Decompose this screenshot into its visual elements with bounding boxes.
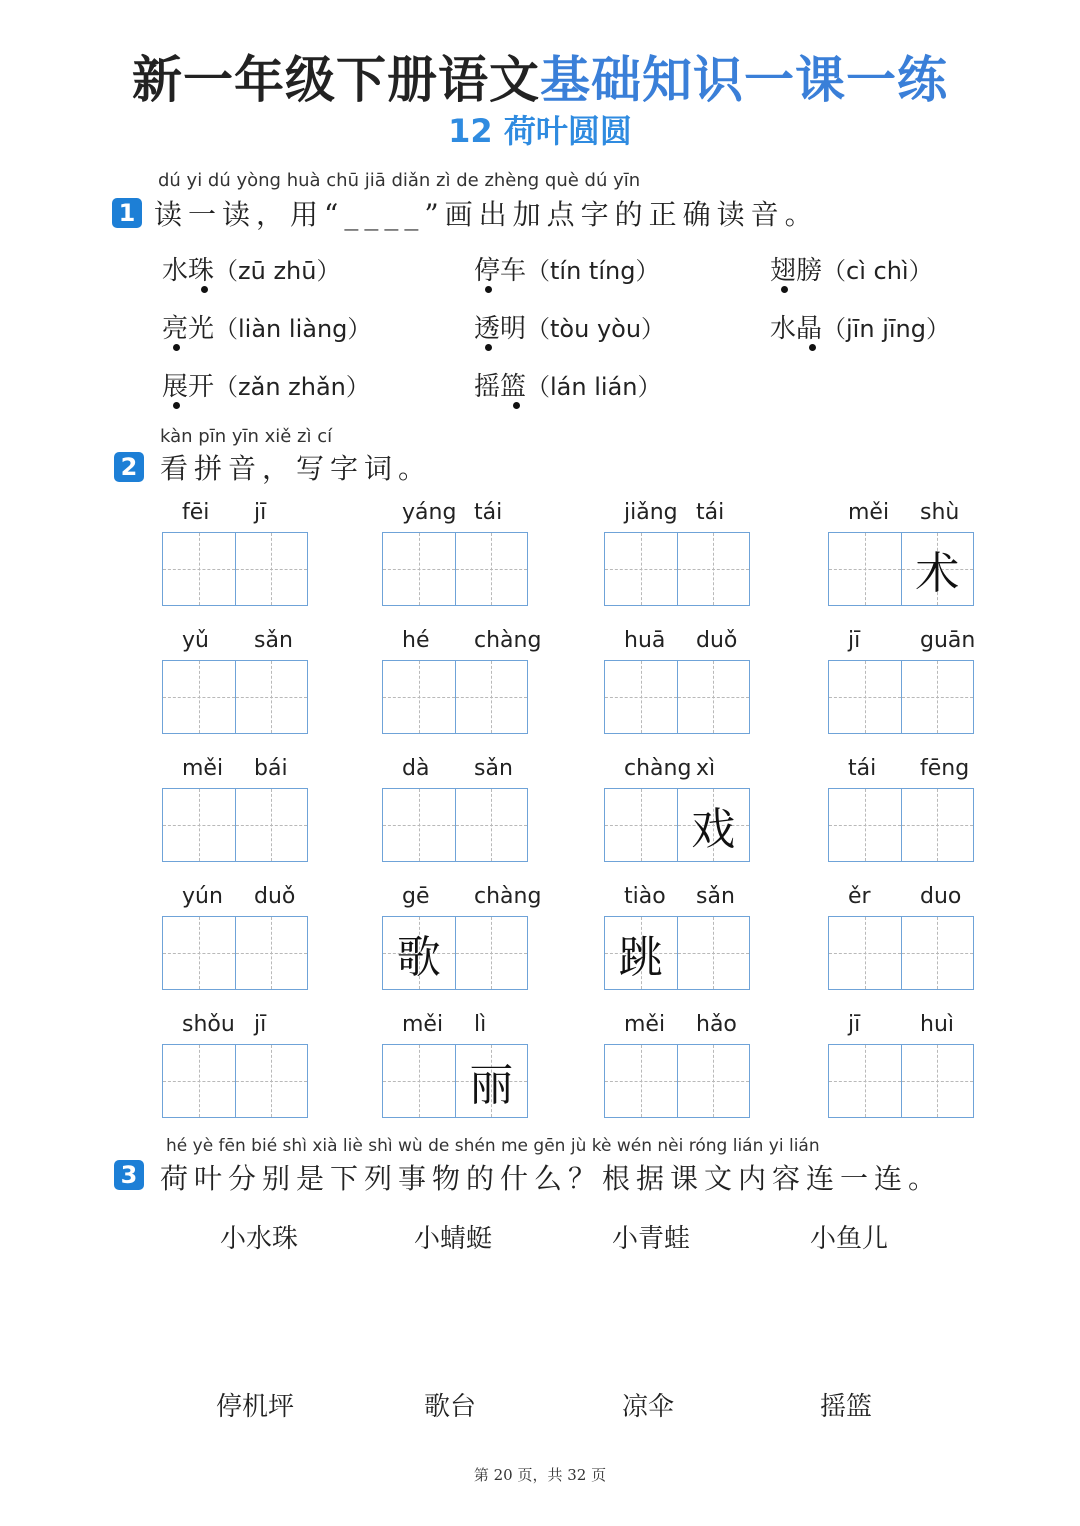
cell-character <box>456 661 528 733</box>
word-pinyin-1: yún <box>182 884 223 909</box>
writing-grid[interactable] <box>828 532 974 606</box>
writing-cell[interactable] <box>829 917 902 989</box>
writing-cell[interactable] <box>163 789 236 861</box>
word-pinyin-2: chàng <box>474 628 542 653</box>
cell-character <box>902 917 974 989</box>
reading-item <box>162 308 371 345</box>
cell-character <box>605 1045 677 1117</box>
match-top-item[interactable]: 小青蛙 <box>612 1224 691 1254</box>
emphasis-dot <box>513 402 520 409</box>
reading-options[interactable]: （zǎn zhǎn） <box>214 373 370 401</box>
word-pinyin-2: lì <box>474 1012 487 1037</box>
writing-cell[interactable] <box>902 1045 974 1117</box>
word-pinyin-2: huì <box>920 1012 954 1037</box>
cell-character: 丽 <box>469 1060 514 1111</box>
cell-character <box>163 917 235 989</box>
match-bottom-item[interactable]: 摇篮 <box>820 1392 873 1422</box>
cell-character <box>383 533 455 605</box>
writing-cell[interactable] <box>902 789 974 861</box>
word-pinyin-1: gē <box>402 884 430 909</box>
section1-number: 1 <box>112 198 142 228</box>
cell-character <box>163 661 235 733</box>
word-pinyin-2: fēng <box>920 756 970 781</box>
word-pinyin-1: hé <box>402 628 430 653</box>
writing-cell[interactable] <box>456 789 528 861</box>
reading-options[interactable]: （cì chì） <box>822 257 933 285</box>
section2-heading: 看拼音，写字词。 <box>160 452 433 485</box>
cell-character <box>456 533 528 605</box>
emphasis-dot <box>173 344 180 351</box>
writing-cell[interactable] <box>829 533 902 605</box>
emphasis-dot <box>809 344 816 351</box>
reading-word: 停车 <box>474 256 527 286</box>
reading-word: 摇篮 <box>474 372 527 402</box>
match-bottom-item[interactable]: 凉伞 <box>622 1392 675 1422</box>
reading-options[interactable]: （tòu yòu） <box>526 315 666 343</box>
word-pinyin-2: duǒ <box>696 628 738 653</box>
writing-cell[interactable] <box>163 1045 236 1117</box>
cell-character <box>829 917 901 989</box>
word-pinyin-1: shǒu <box>182 1012 235 1037</box>
cell-character <box>236 789 308 861</box>
writing-grid[interactable] <box>604 532 750 606</box>
reading-item <box>770 250 933 287</box>
word-pinyin-2: sǎn <box>254 628 293 653</box>
writing-cell[interactable] <box>236 661 308 733</box>
cell-character <box>605 789 677 861</box>
word-pinyin-2: duo <box>920 884 962 909</box>
cell-character <box>383 1045 455 1117</box>
cell-character <box>383 789 455 861</box>
reading-item <box>474 250 659 287</box>
cell-character <box>456 789 528 861</box>
reading-item <box>474 308 665 345</box>
emphasis-dot <box>173 402 180 409</box>
word-pinyin-2: sǎn <box>474 756 513 781</box>
word-pinyin-2: bái <box>254 756 288 781</box>
writing-cell[interactable] <box>605 533 678 605</box>
cell-character <box>829 533 901 605</box>
word-pinyin-1: jī <box>848 1012 861 1037</box>
writing-cell[interactable] <box>678 661 750 733</box>
reading-word: 展开 <box>162 372 215 402</box>
cell-character <box>902 661 974 733</box>
match-top-item[interactable]: 小鱼儿 <box>810 1224 889 1254</box>
word-pinyin-1: huā <box>624 628 666 653</box>
reading-word: 翅膀 <box>770 256 823 286</box>
reading-word: 水珠 <box>162 256 215 286</box>
word-pinyin-2: hǎo <box>696 1012 737 1037</box>
reading-item <box>162 366 370 403</box>
section2-number: 2 <box>114 452 144 482</box>
word-pinyin-1: yǔ <box>182 628 209 653</box>
writing-grid[interactable] <box>382 788 528 862</box>
cell-character <box>678 533 750 605</box>
word-pinyin-1: yáng <box>402 500 457 525</box>
writing-grid[interactable] <box>828 788 974 862</box>
writing-grid[interactable] <box>162 660 308 734</box>
emphasis-dot <box>485 344 492 351</box>
writing-cell[interactable] <box>163 917 236 989</box>
writing-cell[interactable] <box>605 661 678 733</box>
reading-options[interactable]: （liàn liàng） <box>214 315 372 343</box>
writing-grid[interactable] <box>382 916 528 990</box>
writing-grid[interactable] <box>604 916 750 990</box>
emphasis-dot <box>201 286 208 293</box>
writing-cell[interactable] <box>678 1045 750 1117</box>
writing-grid[interactable] <box>162 916 308 990</box>
writing-grid[interactable] <box>828 1044 974 1118</box>
cell-character <box>829 661 901 733</box>
writing-cell[interactable] <box>829 789 902 861</box>
reading-item <box>162 250 340 287</box>
word-pinyin-1: chàng <box>624 756 692 781</box>
emphasis-dot <box>781 286 788 293</box>
word-pinyin-2: tái <box>696 500 725 525</box>
word-pinyin-2: jī <box>254 500 267 525</box>
writing-cell[interactable] <box>383 533 456 605</box>
section3-pinyin: hé yè fēn bié shì xià liè shì wù de shén me gēn jù kè wén nèi róng lián yi lián <box>166 1136 820 1156</box>
word-pinyin-2: guān <box>920 628 976 653</box>
reading-item <box>770 308 950 345</box>
cell-character <box>163 533 235 605</box>
cell-character <box>236 917 308 989</box>
section3-number: 3 <box>114 1160 144 1190</box>
writing-grid[interactable] <box>828 660 974 734</box>
emphasis-dot <box>485 286 492 293</box>
word-pinyin-1: jī <box>848 628 861 653</box>
match-top-item[interactable]: 小蜻蜓 <box>414 1224 493 1254</box>
writing-cell[interactable] <box>456 917 528 989</box>
match-bottom-item[interactable]: 歌台 <box>424 1392 477 1422</box>
writing-grid[interactable] <box>604 1044 750 1118</box>
cell-character <box>383 661 455 733</box>
writing-cell[interactable] <box>163 533 236 605</box>
cell-character <box>902 1045 974 1117</box>
writing-cell[interactable] <box>456 533 528 605</box>
word-pinyin-2: jī <box>254 1012 267 1037</box>
section1-pinyin: dú yi dú yòng huà chū jiā diǎn zì de zhèng què dú yīn <box>158 170 641 191</box>
writing-cell[interactable] <box>236 533 308 605</box>
reading-item <box>474 366 661 403</box>
word-pinyin-1: dà <box>402 756 430 781</box>
writing-cell[interactable] <box>902 917 974 989</box>
writing-grid[interactable] <box>382 660 528 734</box>
cell-character <box>902 789 974 861</box>
writing-cell[interactable] <box>605 789 678 861</box>
word-pinyin-2: duǒ <box>254 884 296 909</box>
cell-character <box>236 661 308 733</box>
word-pinyin-1: fēi <box>182 500 210 525</box>
cell-character: 跳 <box>618 932 663 983</box>
writing-cell[interactable] <box>383 1045 456 1117</box>
writing-cell[interactable] <box>902 661 974 733</box>
cell-character <box>163 789 235 861</box>
writing-cell[interactable] <box>383 917 456 989</box>
writing-cell[interactable] <box>829 1045 902 1117</box>
word-pinyin-2: xì <box>696 756 716 781</box>
page-number: 第 20 页，共 32 页 <box>473 1466 607 1484</box>
cell-character <box>678 917 750 989</box>
writing-grid[interactable] <box>828 916 974 990</box>
cell-character <box>236 533 308 605</box>
section2-pinyin: kàn pīn yīn xiě zì cí <box>160 426 333 447</box>
writing-cell[interactable] <box>902 533 974 605</box>
cell-character: 戏 <box>691 804 736 855</box>
cell-character <box>829 789 901 861</box>
writing-cell[interactable] <box>678 533 750 605</box>
writing-cell[interactable] <box>829 661 902 733</box>
section3-heading: 荷叶分别是下列事物的什么？根据课文内容连一连。 <box>160 1162 943 1195</box>
title-black: 新一年级下册语文 <box>132 50 540 109</box>
word-pinyin-1: jiǎng <box>624 500 678 525</box>
word-pinyin-2: tái <box>474 500 503 525</box>
section1-heading: 读一读，用“____”画出加点字的正确读音。 <box>154 198 819 231</box>
word-pinyin-2: shù <box>920 500 960 525</box>
cell-character <box>163 1045 235 1117</box>
writing-grid[interactable] <box>604 788 750 862</box>
word-pinyin-1: měi <box>402 1012 444 1037</box>
word-pinyin-2: chàng <box>474 884 542 909</box>
writing-grid[interactable] <box>382 532 528 606</box>
reading-options[interactable]: （lán lián） <box>526 373 662 401</box>
cell-character <box>605 533 677 605</box>
cell-character <box>829 1045 901 1117</box>
writing-grid[interactable] <box>162 1044 308 1118</box>
writing-cell[interactable] <box>383 789 456 861</box>
writing-cell[interactable] <box>163 661 236 733</box>
writing-grid[interactable] <box>162 788 308 862</box>
writing-cell[interactable] <box>678 789 750 861</box>
cell-character: 歌 <box>396 932 441 983</box>
writing-cell[interactable] <box>383 661 456 733</box>
match-bottom-item[interactable]: 停机坪 <box>216 1392 295 1422</box>
writing-grid[interactable] <box>382 1044 528 1118</box>
writing-cell[interactable] <box>236 917 308 989</box>
cell-character <box>456 917 528 989</box>
title-blue: 基础知识一课一练 <box>540 50 948 109</box>
word-pinyin-1: tiào <box>624 884 666 909</box>
word-pinyin-1: tái <box>848 756 877 781</box>
reading-options[interactable]: （tín tíng） <box>526 257 660 285</box>
reading-options[interactable]: （zū zhū） <box>214 257 341 285</box>
cell-character <box>678 661 750 733</box>
page-title <box>0 40 1080 112</box>
writing-cell[interactable] <box>236 789 308 861</box>
writing-grid[interactable] <box>604 660 750 734</box>
match-top-item[interactable]: 小水珠 <box>220 1224 299 1254</box>
cell-character <box>678 1045 750 1117</box>
reading-word: 水晶 <box>770 314 823 344</box>
word-pinyin-2: sǎn <box>696 884 735 909</box>
word-pinyin-1: měi <box>848 500 890 525</box>
writing-cell[interactable] <box>678 917 750 989</box>
reading-word: 透明 <box>474 314 527 344</box>
word-pinyin-1: měi <box>182 756 224 781</box>
writing-cell[interactable] <box>605 1045 678 1117</box>
writing-cell[interactable] <box>605 917 678 989</box>
lesson-title: 12 荷叶圆圆 <box>448 112 632 150</box>
reading-word: 亮光 <box>162 314 215 344</box>
cell-character <box>236 1045 308 1117</box>
word-pinyin-1: měi <box>624 1012 666 1037</box>
writing-cell[interactable] <box>456 1045 528 1117</box>
writing-cell[interactable] <box>456 661 528 733</box>
writing-grid[interactable] <box>162 532 308 606</box>
cell-character: 术 <box>915 548 960 599</box>
writing-cell[interactable] <box>236 1045 308 1117</box>
reading-options[interactable]: （jīn jīng） <box>822 315 950 343</box>
cell-character <box>605 661 677 733</box>
word-pinyin-1: ěr <box>848 884 871 909</box>
